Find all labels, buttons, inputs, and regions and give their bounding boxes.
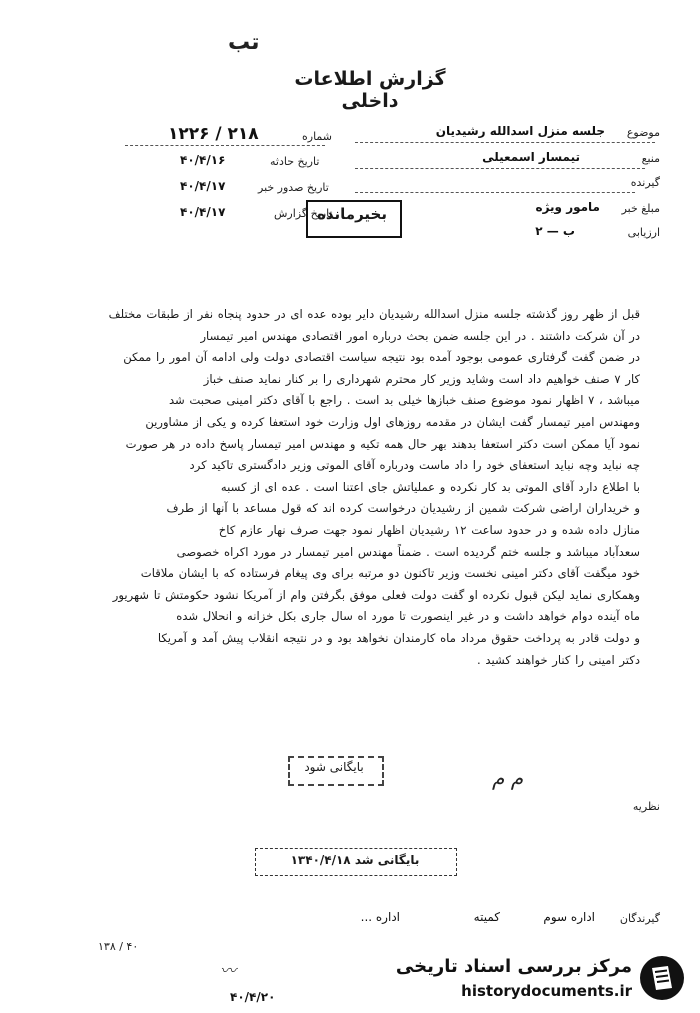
body-line: میباشد ، ۷ اظهار نمود موضوع صنف خبازها خیلی بد است . راجع با آقای دکتر امینی صحبت شد [168, 393, 640, 408]
classification-mark: تب [228, 30, 260, 55]
number-rule [125, 145, 325, 146]
bottom-date: ۴۰/۴/۲۰ [230, 990, 276, 1004]
report-body [62, 304, 640, 671]
page-title: گزارش اطلاعات داخلی [294, 68, 446, 112]
recipient-label: گیرنده [630, 176, 660, 189]
event-date-value: ۴۰/۴/۱۶ [180, 153, 226, 167]
archive-stamp-text: بایگانی شود [304, 760, 364, 774]
informant-label: مبلغ خبر [621, 202, 660, 215]
source-rule [355, 168, 645, 169]
body-line: ومهندس امیر تیمسار گفت ایشان در مقدمه روزهای اول وزارت خود استعفا کرده و یکی از مشاورین [145, 414, 640, 429]
watermark-logo [395, 950, 690, 1008]
source-value: تیمسار اسمعیلی [482, 150, 580, 164]
report-date-label: تاریخ گزارش [274, 207, 333, 220]
event-date-label: تاریخ حادثه [270, 155, 320, 168]
footer-stamp-text: بایگانی شد ۱۳۴۰/۴/۱۸ [290, 853, 420, 867]
issue-date-value: ۴۰/۴/۱۷ [180, 179, 226, 193]
bottom-signature: 〰 [220, 961, 237, 980]
recipient-rule [355, 192, 635, 193]
body-line: در آن شرکت داشتند . در این جلسه ضمن بحث درباره امور اقتصادی مهندس امیر تیمسار [200, 328, 640, 343]
watermark-name: مرکز بررسی اسناد تاریخی [395, 956, 632, 977]
body-line: سعدآباد میباشد و جلسه ختم گردیده است . ضمناً مهندس امیر تیمسار در مورد اکراه خصوصی [176, 544, 640, 559]
distribution-label: گیرندگان [619, 912, 660, 925]
issue-date-label: تاریخ صدور خبر [258, 181, 329, 194]
source-label: منبع [641, 152, 660, 165]
body-line: منازل داده شده و در حدود ساعت ۱۲ رشیدیان اظهار نمود جهت صرف نهار عازم کاخ [218, 522, 640, 537]
body-line: و دولت قادر به پرداخت حقوق مرداد ماه کارمندان نخواهد بود و در نتیجه انقلاب پیش آمد و آمریکا [157, 630, 640, 645]
body-line: ماه آینده دوام خواهد داشت و در غیر اینصورت تا مورد اه سال جاری بکل خزانه و انحلال شده [176, 609, 640, 624]
body-line: در ضمن گفت گرفتاری عمومی بوجود آمده بود نتیجه سیاست اقتصادی دولت ولی ادامه آن امور را ممکن [123, 350, 640, 365]
distribution-item: اداره سوم [543, 910, 595, 924]
rating-label: ارزیابی [627, 226, 660, 239]
stamp-text: بخیرمانده [317, 205, 387, 223]
watermark-url: historydocuments.ir [461, 982, 632, 1000]
number-label: شماره [302, 130, 333, 143]
body-line: نمود آیا ممکن است دکتر استعفا بدهند بهر حال همه تکیه و مهندس امیر تیمسار پاسخ داده در هر صورت [125, 436, 640, 451]
rating-value: ب — ۲ [535, 224, 575, 238]
distribution-item: کمیته [473, 910, 500, 924]
number-value: ۱۲۲۶ / ۲۱۸ [168, 124, 259, 144]
body-line: چه نباید وچه نباید استعفای خود را داد ماست ودرباره آقای الموتی وزیر دادگستری تاکید کرد [189, 458, 640, 473]
subject-label: موضوع [626, 126, 660, 139]
body-line: خود میگفت آقای دکتر امینی نخست وزیر تاکنون دو مرتبه برای وی پیغام فرستاده که با ایشان ملاقات [140, 566, 640, 581]
subject-value: جلسه منزل اسدالله رشیدیان [435, 124, 605, 138]
subject-rule [355, 142, 655, 143]
report-date-value: ۴۰/۴/۱۷ [180, 205, 226, 219]
signature: م م [492, 766, 524, 790]
body-line: کار ۷ صنف خواهیم داد است وشاید وزیر کار محترم شهرداری را بر کنار نماید صنف خباز [203, 371, 640, 386]
informant-value: مامور ویژه [535, 200, 600, 214]
body-line: قبل از ظهر روز گذشته جلسه منزل اسدالله رشیدیان دایر بوده عده ای در حدود پنجاه نفر از طبقات مختلف [108, 307, 640, 321]
distribution-item: اداره ... [360, 910, 400, 924]
body-line: دکتر امینی را کنار خواهند کشید . [477, 652, 640, 667]
body-line: وهمکاری نماید لیکن قبول نکرده او گفت دولت فعلی موفق بگرفتن وام از آمریکا نشود حکومتش تا شهریور [112, 587, 640, 602]
document-code: ۱۳۸ / ۴۰ [98, 940, 139, 953]
opinion-label: نظریه [632, 800, 660, 813]
document-archive-icon [638, 954, 686, 1002]
body-line: و خریداران اراضی شرکت شمین از رشیدیان درخواست کرده اند که قول مساعد با آنها از طرف [166, 501, 640, 516]
body-line: با اطلاع دارد آقای الموتی بد کار نکرده و عملیاتش جای اعتنا است . عده ای از کسبه [220, 479, 640, 494]
